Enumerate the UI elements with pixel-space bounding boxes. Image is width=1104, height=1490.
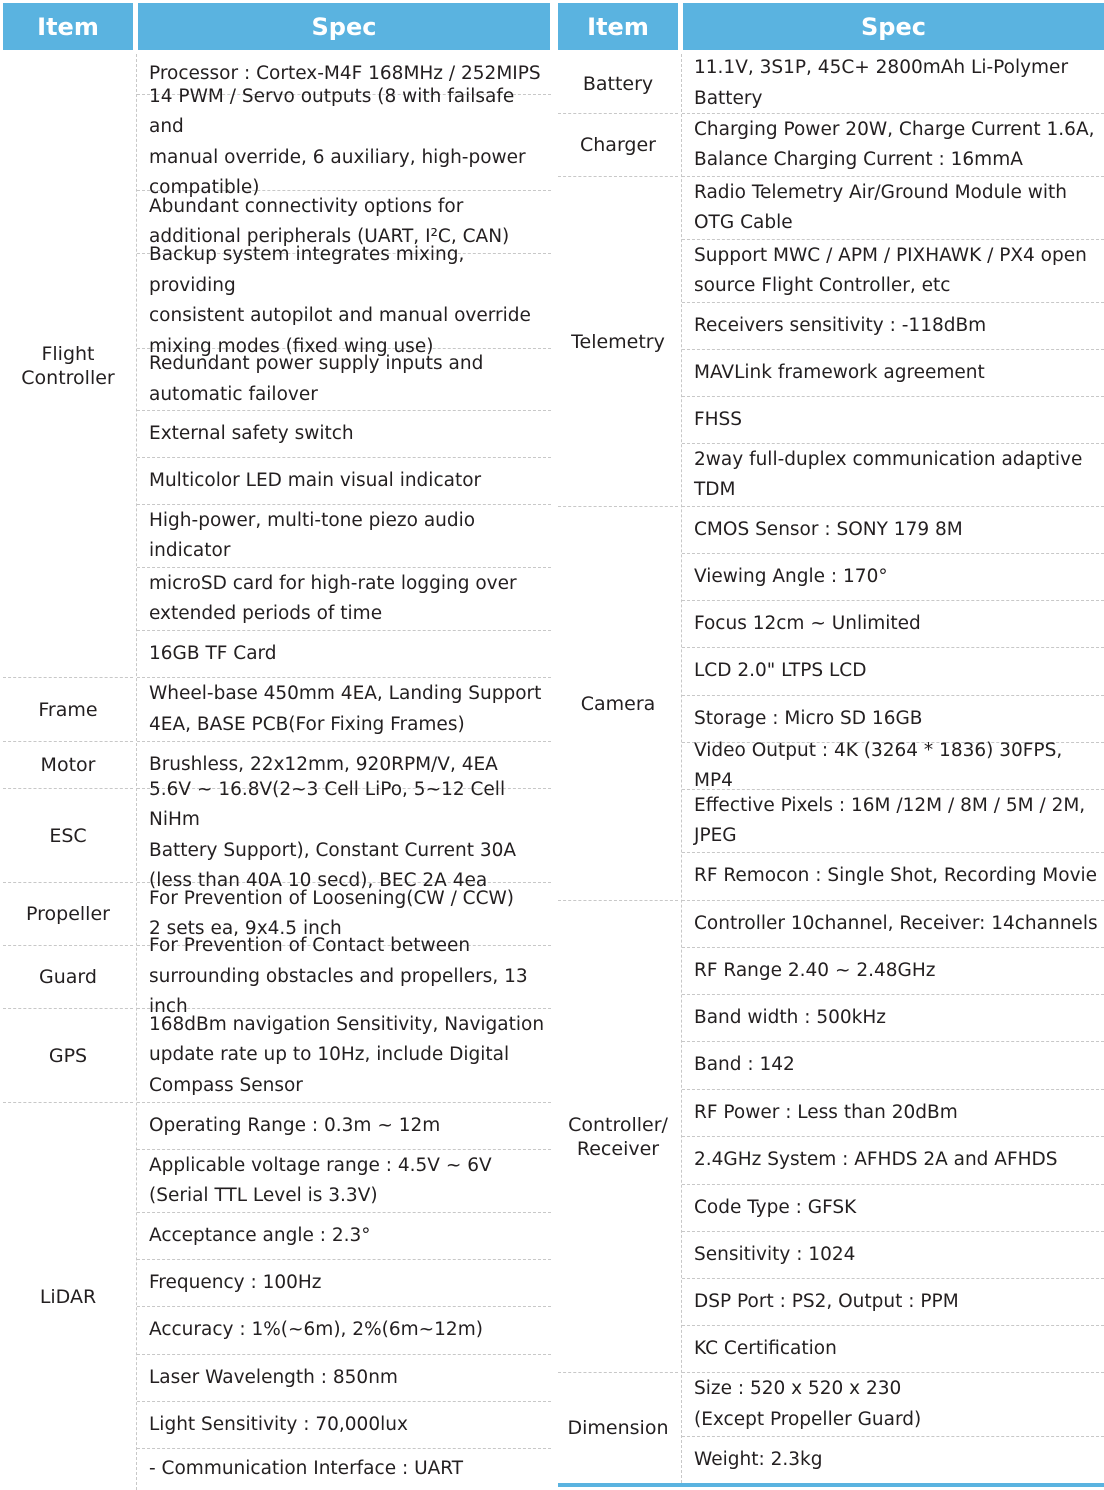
item-header: Item <box>3 3 133 50</box>
spec-text: High-power, multi-tone piezo audio indicator <box>149 509 476 561</box>
spec-text: Applicable voltage range : 4.5V ~ 6V (Serial TTL Level is 3.3V) <box>149 1154 492 1206</box>
spec-row <box>682 648 1104 696</box>
spec-row <box>682 948 1104 995</box>
spec-row <box>137 411 551 458</box>
spec-row <box>137 1449 551 1490</box>
item-label-controller-receiver: Controller/ Receiver <box>558 901 678 1373</box>
spec-row <box>137 1103 551 1150</box>
spec-row <box>682 303 1104 350</box>
spec-text: 2.4GHz System : AFHDS 2A and AFHDS <box>694 1149 1058 1171</box>
spec-row <box>137 631 551 678</box>
item-label-camera: Camera <box>558 507 678 901</box>
spec-text: 2way full-duplex communication adaptive TDM <box>694 448 1083 500</box>
spec-text: Light Sensitivity : 70,000lux <box>149 1413 408 1435</box>
spec-row <box>682 397 1104 444</box>
spec-row <box>682 1326 1104 1373</box>
spec-text: 5.6V ~ 16.8V(2~3 Cell LiPo, 5~12 Cell NiHm Battery Support), Constant Current 30A (less than 40A 10 secd), BEC 2A 4ea <box>149 778 517 891</box>
spec-row <box>682 240 1104 303</box>
item-label-guard: Guard <box>3 946 133 1009</box>
spec-text: 168dBm navigation Sensitivity, Navigation update rate up to 10Hz, include Digital Compass Sensor <box>149 1013 545 1096</box>
spec-row <box>682 1373 1104 1437</box>
spec-text: Backup system integrates mixing, providing consistent autopilot and manual override mixing modes (fixed wing use) <box>149 244 531 357</box>
item-label-propeller: Propeller <box>3 883 133 946</box>
spec-row <box>137 1402 551 1449</box>
spec-row <box>682 739 1104 791</box>
column-divider <box>681 54 682 1483</box>
spec-row <box>682 1279 1104 1326</box>
spec-text: Storage : Micro SD 16GB <box>694 707 923 729</box>
spec-row <box>137 349 551 411</box>
item-label-telemetry: Telemetry <box>558 177 678 507</box>
item-label-charger: Charger <box>558 114 678 177</box>
item-label-frame: Frame <box>3 678 133 742</box>
spec-row <box>682 1042 1104 1090</box>
spec-text: Code Type : GFSK <box>694 1196 857 1218</box>
spec-row <box>137 505 551 568</box>
item-label-motor: Motor <box>3 742 133 789</box>
spec-text: - Communication Interface : UART <box>149 1458 464 1480</box>
item-label-lidar: LiDAR <box>39 1285 97 1308</box>
spec-text: RF Range 2.40 ~ 2.48GHz <box>694 959 936 981</box>
spec-row <box>682 601 1104 648</box>
spec-row <box>137 244 551 357</box>
item-label-gps: GPS <box>3 1009 133 1103</box>
spec-row <box>682 1437 1104 1483</box>
spec-text: Support MWC / APM / PIXHAWK / PX4 open source Flight Controller, etc <box>694 244 1087 296</box>
spec-row <box>682 54 1104 114</box>
spec-row <box>682 444 1104 507</box>
spec-text: RF Remocon : Single Shot, Recording Movie <box>694 865 1098 887</box>
spec-text: Abundant connectivity options for additional peripherals (UART, I²C, CAN) <box>149 195 510 247</box>
item-label-esc: ESC <box>3 789 133 883</box>
spec-row <box>137 1009 551 1103</box>
spec-text: Receivers sensitivity : -118dBm <box>694 314 987 336</box>
spec-row <box>137 458 551 505</box>
spec-text: Band : 142 <box>694 1054 795 1076</box>
item-label-battery: Battery <box>558 54 678 114</box>
right-spec-table <box>556 0 1104 1490</box>
spec-row <box>682 177 1104 240</box>
spec-text: Sensitivity : 1024 <box>694 1243 856 1265</box>
spec-text: Size : 520 x 520 x 230 (Except Propeller Guard) <box>694 1378 922 1430</box>
spec-row <box>682 1090 1104 1137</box>
spec-text: RF Power : Less than 20dBm <box>694 1101 958 1123</box>
column-divider <box>136 54 137 1490</box>
spec-text: Video Output : 4K (3264 * 1836) 30FPS, MP4 <box>694 739 1063 791</box>
spec-row <box>682 554 1104 601</box>
item-label-flight-controller: Flight Controller <box>3 54 133 678</box>
spec-row <box>137 568 551 631</box>
spec-text: Accuracy : 1%(~6m), 2%(6m~12m) <box>149 1319 483 1341</box>
spec-text: Controller 10channel, Receiver: 14channels <box>694 912 1098 934</box>
spec-header: Spec <box>138 3 550 50</box>
spec-text: 11.1V, 3S1P, 45C+ 2800mAh Li-Polymer Battery <box>694 57 1069 109</box>
spec-row <box>682 1232 1104 1279</box>
spec-row <box>137 85 551 198</box>
spec-text: Frequency : 100Hz <box>149 1271 322 1293</box>
spec-text: External safety switch <box>149 422 354 444</box>
spec-text: microSD card for high-rate logging over extended periods of time <box>149 572 517 624</box>
spec-row <box>137 1355 551 1402</box>
spec-text: Laser Wavelength : 850nm <box>149 1366 398 1388</box>
spec-header: Spec <box>683 3 1104 50</box>
spec-row <box>682 853 1104 901</box>
spec-text: FHSS <box>694 408 743 430</box>
spec-text: Focus 12cm ~ Unlimited <box>694 612 921 634</box>
spec-text: Wheel-base 450mm 4EA, Landing Support 4EA, BASE PCB(For Fixing Frames) <box>149 683 542 735</box>
spec-text: Radio Telemetry Air/Ground Module with OTG Cable <box>694 181 1067 233</box>
spec-text: Multicolor LED main visual indicator <box>149 469 482 491</box>
spec-text: 16GB TF Card <box>149 642 277 664</box>
spec-text: KC Certification <box>694 1337 837 1359</box>
table-bottom-rule <box>558 1483 1104 1487</box>
spec-row <box>137 778 551 891</box>
spec-text: Viewing Angle : 170° <box>694 565 888 587</box>
spec-text: MAVLink framework agreement <box>694 361 985 383</box>
spec-text: For Prevention of Contact between surrounding obstacles and propellers, 13 inch <box>149 935 528 1018</box>
spec-row <box>682 507 1104 554</box>
spec-row <box>682 350 1104 397</box>
spec-text: Effective Pixels : 16M /12M / 8M / 5M / 2M, JPEG <box>694 794 1086 846</box>
spec-text: Weight: 2.3kg <box>694 1448 823 1470</box>
spec-text: Operating Range : 0.3m ~ 12m <box>149 1114 441 1136</box>
spec-text: For Prevention of Loosening(CW / CCW) 2 sets ea, 9x4.5 inch <box>149 887 515 939</box>
spec-row <box>137 1307 551 1355</box>
spec-row <box>682 995 1104 1042</box>
spec-text: Charging Power 20W, Charge Current 1.6A, Balance Charging Current : 16mmA <box>694 118 1095 170</box>
spec-text: 14 PWM / Servo outputs (8 with failsafe and manual override, 6 auxiliary, high-power compatible) <box>149 85 526 198</box>
spec-row <box>682 790 1104 853</box>
spec-text: DSP Port : PS2, Output : PPM <box>694 1290 959 1312</box>
spec-text: LCD 2.0" LTPS LCD <box>694 660 867 682</box>
spec-row <box>682 901 1104 948</box>
spec-text: Brushless, 22x12mm, 920RPM/V, 4EA <box>149 753 498 775</box>
spec-text: CMOS Sensor : SONY 179 8M <box>694 518 963 540</box>
item-label-dimension: Dimension <box>567 1417 669 1439</box>
spec-row <box>137 1260 551 1307</box>
spec-text: Acceptance angle : 2.3° <box>149 1224 371 1246</box>
spec-row <box>682 114 1104 177</box>
spec-text: Band width : 500kHz <box>694 1006 887 1028</box>
spec-row <box>137 1150 551 1213</box>
spec-text: Processor : Cortex-M4F 168MHz / 252MIPS <box>149 62 541 84</box>
item-header: Item <box>558 3 678 50</box>
spec-row <box>137 678 551 742</box>
spec-row <box>682 1137 1104 1185</box>
spec-row <box>682 1185 1104 1232</box>
spec-row <box>137 1213 551 1260</box>
spec-text: Redundant power supply inputs and automatic failover <box>149 353 484 405</box>
spec-row <box>137 935 551 1018</box>
